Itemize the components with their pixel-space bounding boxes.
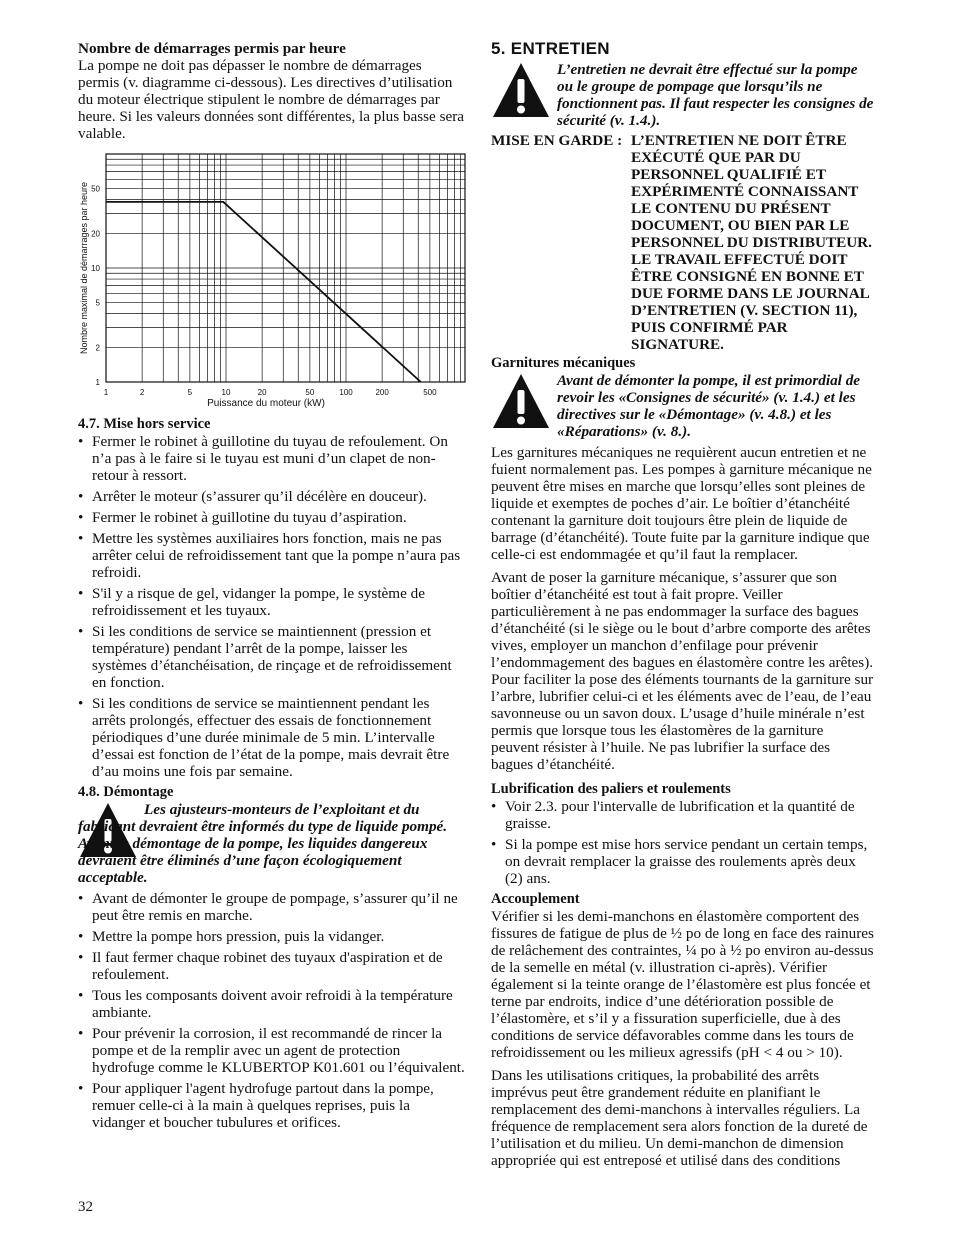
caution-text: L’ENTRETIEN NE DOIT ÊTRE EXÉCUTÉ QUE PAR DU PERSONNEL QUALIFIÉ ET EXPÉRIMENTÉ CONNAISSANT LE CONTENU DU PRÉSENT DOCUMENT, OU BIEN PAR LE PERSONNEL DU DISTRIBUTEUR. LE TRAVAIL EFFECTUÉ DOIT ÊTRE CONSIGNÉ EN BONNE ET DUE FORME DANS LE JOURNAL D’ENTRETIEN (V. SECTION 11), PUIS CONFIRMÉ PAR SIGNATURE. <box>631 132 872 353</box>
x-tick-label: 100 <box>339 388 353 397</box>
list-item: • Fermer le robinet à guillotine du tuyau d’aspiration. <box>78 509 466 526</box>
section-title: 5. ENTRETIEN <box>491 39 610 58</box>
list-item: • Mettre la pompe hors pression, puis la vidanger. <box>78 928 466 945</box>
x-tick-label: 50 <box>305 388 315 397</box>
series-line <box>106 202 421 382</box>
list-item: • Si la pompe est mise hors service pendant un certain temps, on devrait remplacer la graisse des roulements après deux (2) ans. <box>491 836 875 887</box>
x-axis-label: Puissance du moteur (kW) <box>207 398 325 409</box>
list-item: • Si les conditions de service se maintiennent pendant les arrêts prolongés, effectuer des essais de fonctionnement périodiques d’une durée minimale de 5 min. L’intervalle d’essai est fonction de l’état de la pompe, mais devrait être d’au moins une fois par semaine. <box>78 695 466 780</box>
maintenance-warning <box>491 61 875 129</box>
lubrication-heading: Lubrification des paliers et roulements <box>491 781 731 797</box>
caution-block <box>491 132 875 353</box>
shutdown-list <box>78 433 466 780</box>
starts-paragraph: La pompe ne doit pas dépasser le nombre de démarrages permis (v. diagramme ci-dessous). Les directives d’utilisation du moteur électrique stipulent le nombre de démarrages par heure. Si les valeurs données sont différentes, la plus basse sera valable. <box>78 57 465 142</box>
y-tick-label: 5 <box>95 298 100 308</box>
warning-icon <box>491 61 557 129</box>
shutdown-heading: 4.7. Mise hors service <box>78 416 211 432</box>
mechanical-seals-heading: Garnitures mécaniques <box>491 355 636 371</box>
list-item: • Fermer le robinet à guillotine du tuyau de refoulement. On n’a pas à le faire si le tuyau est muni d’un clapet de non-retour à ressort. <box>78 433 466 484</box>
coupling-paragraph-1: Vérifier si les demi-manchons en élastomère comportent des fissures de fatigue de plus de ½ po de long en face des rainures de relâchement des contraintes, ¼ po à ½ po environ au-dessus de la semelle en métal (v. illustration ci-après). Vérifier également si la teinte orange de l’élastomère est plus foncée et terne par endroits, indice d’une détérioration possible de l’élastomère, et s’il y a fissuration superficielle, due à des conditions de service défavorables comme dans les tours de refroidissement ou les milieux agressifs (pH < 4 ou > 10). <box>491 908 874 1061</box>
list-item: • Mettre les systèmes auxiliaires hors fonction, mais ne pas arrêter celui de refroidissement tant que la pompe n’aura pas refroidi. <box>78 530 466 581</box>
x-tick-label: 5 <box>187 388 193 397</box>
seals-paragraph-2: Avant de poser la garniture mécanique, s’assurer que son boîtier d’étanchéité est tout à fait propre. Veiller particulièrement à ne pas endommager la surface des bagues d’étanchéité (si le siège ou le bout d’arbre comporte des arêtes vives, employer un manchon d’enfilage pour prévenir l’endommagement des bagues en élastomère contre les arêtes). Pour faciliter la pose des éléments tournants de la garniture sur l’arbre, lubrifier celui-ci et les éléments avec de l’eau, de l’eau savonneuse ou un savon doux. L’usage d’huile minérale n’est permis que lorsque tous les élastomères de la garniture peuvent résister à l’huile. Ne pas lubrifier la surface des bagues d’étanchéité. <box>491 569 874 773</box>
y-tick-label: 10 <box>91 264 100 273</box>
warning-icon <box>491 372 557 440</box>
list-item: • Arrêter le moteur (s’assurer qu’il décélère en douceur). <box>78 488 466 505</box>
list-item: • Avant de démonter le groupe de pompage, s’assurer qu’il ne peut être remis en marche. <box>78 890 466 924</box>
y-tick-label: 2 <box>95 343 100 353</box>
list-item: • Si les conditions de service se maintiennent (pression et température) pendant l’arrêt de la pompe, laisser les systèmes d’étanchéisation, de rinçage et de refroidissement en fonction. <box>78 623 466 691</box>
y-tick-label: 50 <box>91 184 100 194</box>
left-column <box>78 40 466 1135</box>
x-tick-label: 200 <box>375 388 389 397</box>
list-item: • Pour appliquer l'agent hydrofuge partout dans la pompe, remuer celle-ci à la main à quelques reprises, puis la vidanger et boucher tubulures et orifices. <box>78 1080 466 1131</box>
x-tick-label: 500 <box>423 388 437 397</box>
right-column <box>491 40 875 1169</box>
coupling-heading: Accouplement <box>491 891 580 907</box>
starts-chart <box>78 150 466 412</box>
list-item: • Tous les composants doivent avoir refroidi à la température ambiante. <box>78 987 466 1021</box>
starts-chart-svg <box>78 150 466 412</box>
list-item: • S'il y a risque de gel, vidanger la pompe, le système de refroidissement et les tuyaux. <box>78 585 466 619</box>
dismantling-list <box>78 890 466 1131</box>
list-item: • Voir 2.3. pour l'intervalle de lubrification et la quantité de graisse. <box>491 798 875 832</box>
y-tick-label: 20 <box>91 229 100 239</box>
dismantling-warning <box>78 801 466 886</box>
maintenance-warning-text: L’entretien ne devrait être effectué sur la pompe ou le groupe de pompage que lorsqu’ils ne fonctionnent pas. Il faut respecter les consignes de sécurité (v. 1.4.). <box>557 61 874 129</box>
x-tick-label: 1 <box>103 388 109 397</box>
x-tick-label: 2 <box>139 388 145 397</box>
dismantling-heading: 4.8. Démontage <box>78 784 174 800</box>
seals-warning <box>491 372 875 440</box>
caution-label: MISE EN GARDE : <box>491 132 623 149</box>
list-item: • Pour prévenir la corrosion, il est recommandé de rincer la pompe et de la remplir avec un agent de protection hydrofuge comme le KLUBERTOP K01.601 ou l’équivalent. <box>78 1025 466 1076</box>
starts-heading: Nombre de démarrages permis par heure <box>78 40 346 57</box>
y-tick-label: 1 <box>95 378 100 387</box>
seals-warning-text: Avant de démonter la pompe, il est primordial de revoir les «Consignes de sécurité» (v. 1.4.) et les directives sur le «Démontage» (v. 4.8.) et les «Réparations» (v. 8.). <box>557 372 861 440</box>
dismantling-warning-text: Les ajusteurs-monteurs de l’exploitant et du fabricant devraient être informés du type de liquide pompé. Avant le démontage de la pompe, les liquides dangereux devraient être éliminés d’une façon écologiquement acceptable. <box>78 801 448 886</box>
y-axis-label: Nombre maximal de démarrages par heure <box>79 181 89 355</box>
list-item: • Il faut fermer chaque robinet des tuyaux d'aspiration et de refoulement. <box>78 949 466 983</box>
lubrication-list <box>491 798 875 887</box>
x-tick-label: 10 <box>221 388 231 397</box>
x-tick-label: 20 <box>257 388 267 397</box>
seals-paragraph-1: Les garnitures mécaniques ne requièrent aucun entretien et ne fuient normalement pas. Les pompes à garniture mécanique ne peuvent être mises en marche que lorsqu’elles sont pleines de liquide et exemptes de poches d’air. Le boîtier d’étanchéité contenant la garniture doit toujours être plein de liquide de barrage (d’étanchéité). Toute fuite par la garniture indique que celle-ci est endommagée et qu’il faut la remplacer. <box>491 444 872 563</box>
coupling-paragraph-2: Dans les utilisations critiques, la probabilité des arrêts imprévus peut être grandement réduite en planifiant le remplacement des demi-manchons à intervalles réguliers. La fréquence de remplacement sera alors fonction de la dureté de l’utilisation et du milieu. Un demi-manchon de dimension appropriée qui est entreposé et utilisé dans des conditions <box>491 1067 868 1169</box>
page-number: 32 <box>78 1199 93 1215</box>
